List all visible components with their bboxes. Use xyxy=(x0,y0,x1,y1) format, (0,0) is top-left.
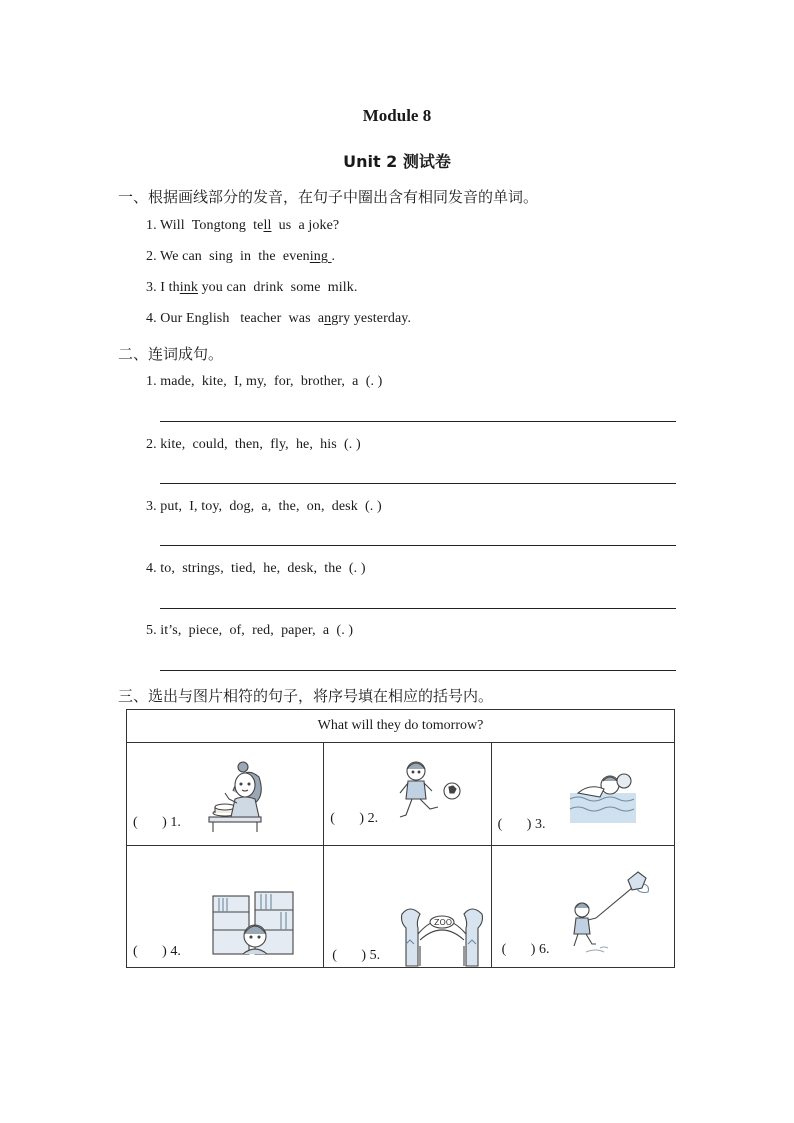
girl-making-cake-picture xyxy=(203,757,273,833)
answer-paren-1[interactable]: ( ) 1. xyxy=(133,815,181,830)
s1-item-3: 3. I think you can drink some milk. xyxy=(146,280,358,295)
person-swimming-picture xyxy=(568,769,638,825)
answer-paren-6[interactable]: ( ) 6. xyxy=(501,942,550,957)
answer-line-5[interactable] xyxy=(160,670,676,671)
s2-item-5: 5. it’s, piece, of, red, paper, a (. ) xyxy=(146,623,354,638)
answer-line-1[interactable] xyxy=(160,421,676,422)
picture-cell-2 xyxy=(324,743,491,846)
unit-title: Unit 2 测试卷 xyxy=(343,152,451,171)
boy-playing-football-picture xyxy=(396,755,466,827)
picture-cell-5 xyxy=(324,846,491,968)
picture-cell-6 xyxy=(491,846,674,968)
picture-table xyxy=(126,709,675,968)
answer-paren-2[interactable]: ( ) 2. xyxy=(330,811,379,826)
s2-item-4: 4. to, strings, tied, he, desk, the (. ) xyxy=(146,561,366,576)
table-title: What will they do tomorrow? xyxy=(127,710,675,743)
section-1-heading: 一、根据画线部分的发音，在句子中圈出含有相同发音的单词。 xyxy=(118,188,539,206)
s1-item-4: 4. Our English teacher was angry yesterday. xyxy=(146,311,412,326)
picture-cell-1 xyxy=(127,743,324,846)
boy-flying-kite-picture xyxy=(566,866,656,958)
answer-paren-3[interactable]: ( ) 3. xyxy=(497,817,546,832)
answer-paren-5[interactable]: ( ) 5. xyxy=(332,948,381,963)
picture-cell-4 xyxy=(127,846,324,968)
svg-text:ZOO: ZOO xyxy=(434,918,453,927)
s1-item-2: 2. We can sing in the evening . xyxy=(146,249,336,264)
s1-item-1: 1. Will Tongtong tell us a joke? xyxy=(146,218,340,233)
answer-paren-4[interactable]: ( ) 4. xyxy=(133,944,181,959)
zoo-gate-picture xyxy=(400,904,484,968)
answer-line-4[interactable] xyxy=(160,608,676,609)
s2-item-2: 2. kite, could, then, fly, he, his (. ) xyxy=(146,437,361,452)
picture-cell-3 xyxy=(491,743,674,846)
s2-item-3: 3. put, I, toy, dog, a, the, on, desk (. ) xyxy=(146,499,382,514)
module-title: Module 8 xyxy=(362,106,432,125)
answer-line-3[interactable] xyxy=(160,545,676,546)
answer-line-2[interactable] xyxy=(160,483,676,484)
girl-at-library-picture xyxy=(211,890,297,956)
s2-item-1: 1. made, kite, I, my, for, brother, a (. ) xyxy=(146,374,383,389)
section-2-heading: 二、连词成句。 xyxy=(118,345,224,363)
section-3-heading: 三、选出与图片相符的句子，将序号填在相应的括号内。 xyxy=(118,687,494,705)
